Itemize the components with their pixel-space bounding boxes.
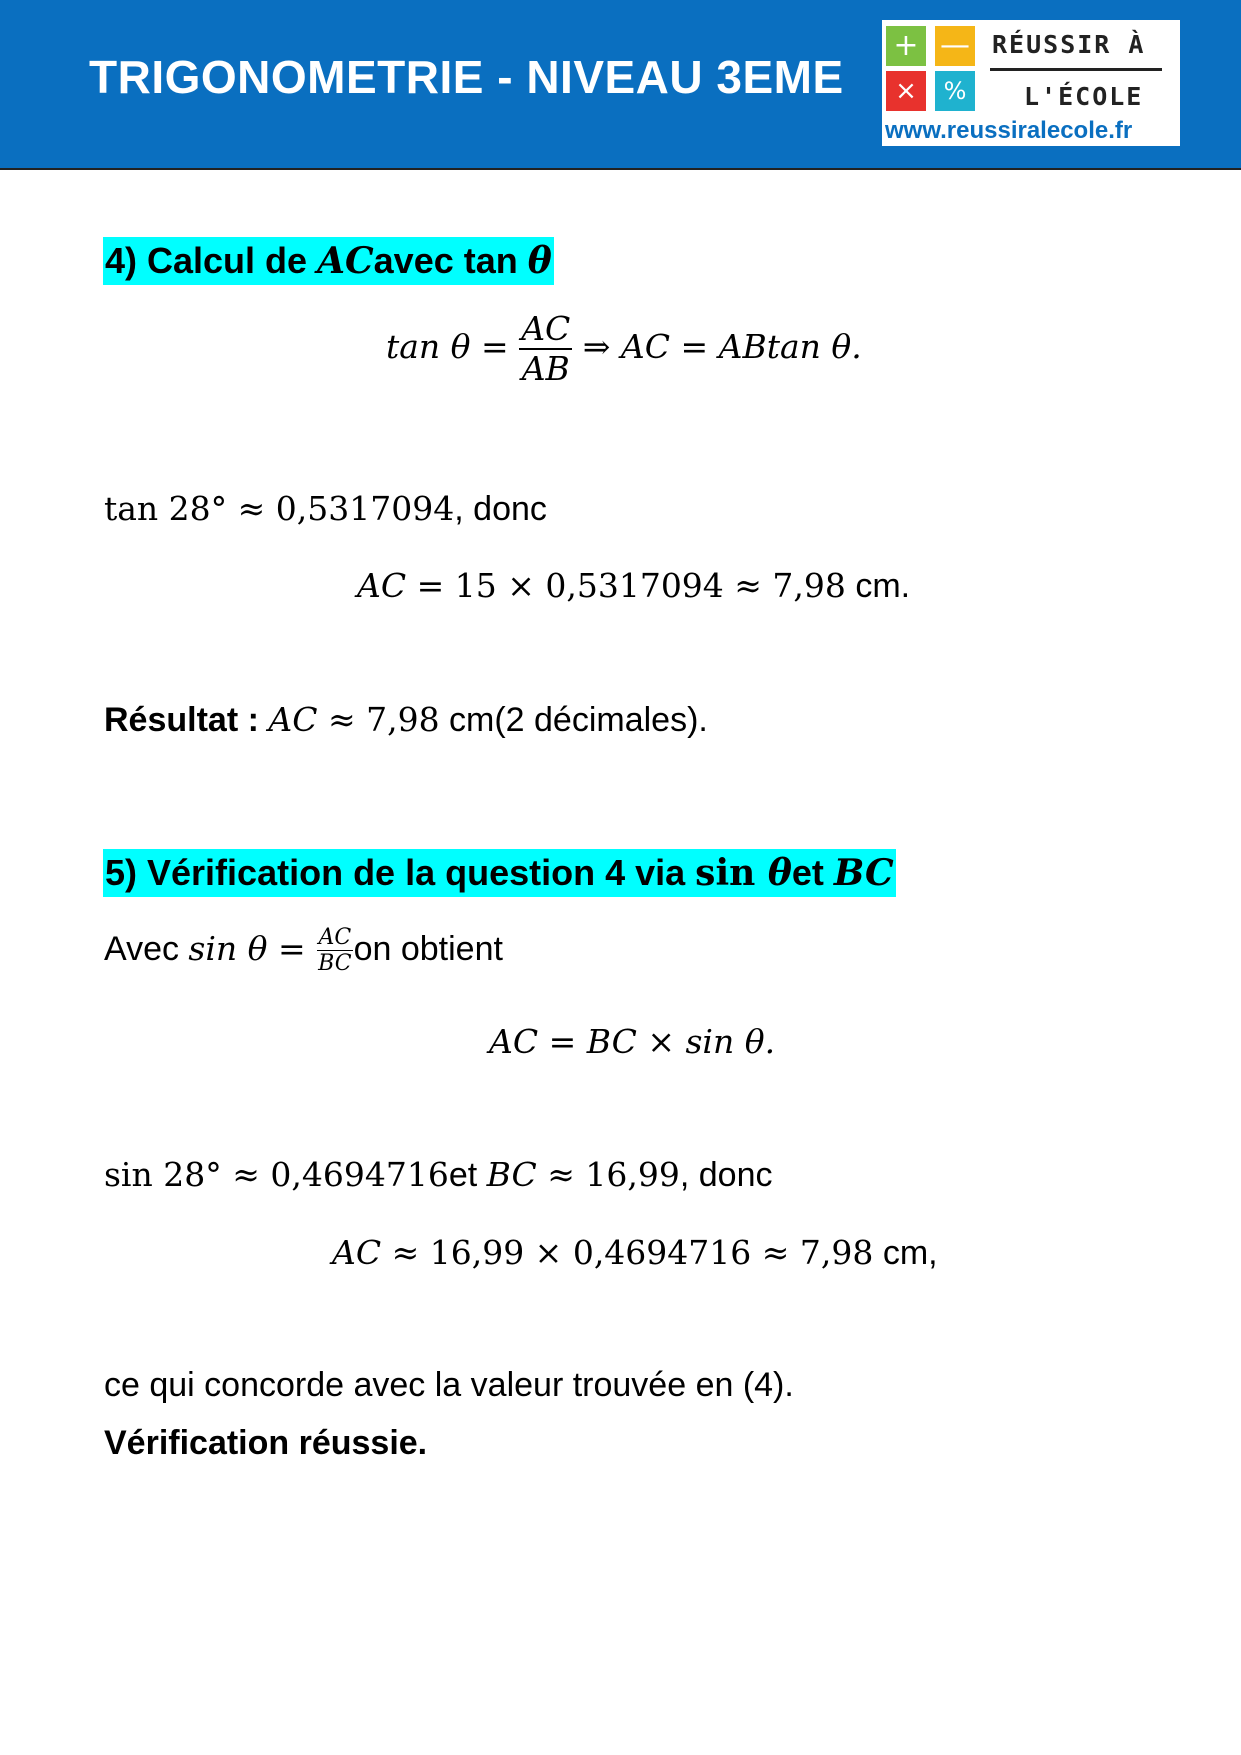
- intro-fraction-denominator: BC: [318, 951, 352, 977]
- s5-calc-var: AC: [332, 1233, 382, 1272]
- page-title: TRIGONOMETRIE - NIVEAU 3EME: [89, 51, 844, 103]
- tan-value: tan 28° ≈ 0,5317094: [104, 489, 455, 528]
- logo-text-line2: L'ÉCOLE: [1024, 82, 1144, 111]
- formula-rhs-var1: AC: [620, 326, 671, 366]
- result-label: Résultat :: [104, 701, 269, 739]
- section4-heading: [103, 237, 554, 285]
- s5-calc-expr: ≈ 16,99 × 0,4694716 ≈ 7,98: [381, 1233, 874, 1272]
- s5-calc-unit: cm,: [873, 1234, 938, 1272]
- minus-icon: —: [935, 26, 975, 66]
- result-var: AC: [268, 700, 318, 739]
- section5-heading-prefix: 5) Vérification de la question 4 via: [105, 852, 696, 893]
- s5-formula-var1: AC: [489, 1022, 539, 1061]
- fraction-numerator: AC: [521, 309, 571, 348]
- site-logo[interactable]: [882, 20, 1180, 146]
- section4-result: [104, 700, 708, 740]
- fraction-denominator: AB: [521, 348, 570, 388]
- donc-text-2: , donc: [679, 1156, 773, 1194]
- intro-prefix: Avec: [104, 929, 189, 968]
- donc-text: , donc: [454, 490, 547, 528]
- intro-expr: sin θ =: [188, 928, 317, 968]
- section4-heading-theta: θ: [527, 240, 552, 282]
- et-text: et: [448, 1156, 487, 1194]
- bc-value: ≈ 16,99: [536, 1155, 680, 1194]
- formula-rhs-tail: tan θ.: [766, 326, 862, 366]
- intro-suffix: on obtient: [353, 929, 503, 968]
- logo-text-line1: RÉUSSIR À: [992, 30, 1146, 59]
- calc-expr: = 15 × 0,5317094 ≈ 7,98: [406, 566, 846, 605]
- s5-formula-eq: =: [538, 1022, 587, 1061]
- calc-unit: cm.: [845, 567, 911, 605]
- logo-url[interactable]: www.reussiralecole.fr: [885, 117, 1133, 144]
- section5-heading: [103, 849, 896, 897]
- formula-fraction: [519, 310, 572, 388]
- s5-formula-tail: × sin θ.: [636, 1022, 776, 1061]
- section4-calc-line: [357, 566, 910, 606]
- section5-heading-sin: sin: [695, 852, 768, 894]
- times-icon: ×: [886, 71, 926, 111]
- section4-heading-mid: avec tan: [373, 240, 528, 281]
- percent-icon: %: [935, 71, 975, 111]
- section5-formula: [489, 1022, 775, 1061]
- header-band: [0, 0, 1241, 170]
- section5-value-line: [104, 1155, 772, 1195]
- section4-value-line: [104, 489, 547, 529]
- section5-heading-theta: θ: [767, 852, 792, 894]
- section5-conclusion: ce qui concorde avec la valeur trouvée en (4).: [104, 1366, 794, 1404]
- formula-rhs-eq: =: [670, 326, 719, 366]
- section5-heading-var: BC: [833, 852, 894, 894]
- section4-heading-prefix: 4) Calcul de: [105, 240, 318, 281]
- formula-lhs: tan θ =: [386, 326, 520, 366]
- bc-var: BC: [486, 1155, 537, 1194]
- calc-var: AC: [357, 566, 407, 605]
- intro-fraction: [316, 925, 353, 977]
- intro-fraction-numerator: AC: [318, 925, 352, 950]
- result-text: cm(2 décimales).: [439, 701, 708, 739]
- logo-divider: [990, 68, 1162, 71]
- section5-final: Vérification réussie.: [104, 1424, 428, 1462]
- formula-rhs-var2: AB: [718, 326, 767, 366]
- section5-intro: [104, 925, 503, 977]
- implies-arrow: ⇒: [572, 326, 621, 366]
- section5-heading-mid: et: [791, 852, 834, 893]
- result-expr: ≈ 7,98: [317, 700, 440, 739]
- sin-value: sin 28° ≈ 0,4694716: [104, 1155, 449, 1194]
- s5-formula-var2: BC: [586, 1022, 637, 1061]
- section5-calc-line: [332, 1233, 938, 1273]
- section4-formula: [386, 310, 862, 388]
- plus-icon: +: [886, 26, 926, 66]
- section4-heading-var: AC: [317, 240, 374, 282]
